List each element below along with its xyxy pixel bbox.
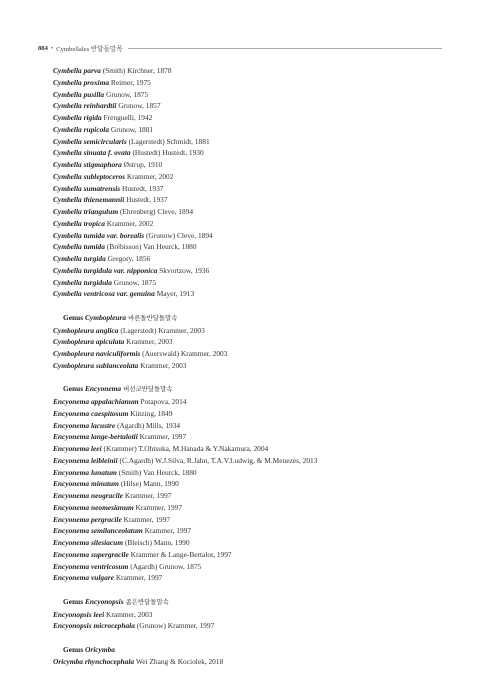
species-entry	[53, 348, 453, 360]
species-authority: Frenguelli, 1942	[103, 113, 153, 122]
running-title: Cymbellales 반달돌말목	[56, 46, 123, 53]
species-name: Encyonema semilanceolatum	[53, 526, 143, 536]
species-authority: (Lagerstedt) Schmidt, 1881	[128, 136, 210, 146]
species-entry	[53, 136, 453, 148]
species-name: Encyonema supergracile	[53, 549, 129, 559]
species-entry	[53, 241, 453, 253]
species-name: Cymbella pusilla	[53, 89, 105, 99]
species-authority: Gregory, 1856	[107, 254, 151, 263]
species-name: Encyonema lunatum	[53, 467, 117, 477]
species-name: Encyonopsis leei	[53, 609, 105, 619]
species-entry	[53, 561, 453, 573]
header-rule	[128, 48, 442, 49]
species-name: Cymbella rupicola	[53, 124, 110, 134]
species-name: Encyonema appalachianum	[53, 397, 139, 406]
species-entry	[53, 478, 453, 490]
species-authority: Wei Zhang & Kociolek, 2018	[135, 656, 224, 666]
species-entry	[53, 572, 453, 584]
species-authority: Krammer, 2003	[105, 609, 153, 619]
genus-name: Oricymba	[85, 644, 115, 654]
species-authority: Krammer, 2002	[126, 171, 174, 181]
species-name: Cymbella sumatrensis	[53, 183, 121, 193]
species-entry	[53, 100, 453, 112]
species-entry	[53, 147, 453, 159]
species-entry	[53, 112, 453, 124]
species-entry	[53, 265, 453, 277]
header-separator: •	[50, 44, 54, 52]
species-authority: (Grunow) Krammer, 1997	[136, 621, 215, 631]
species-entry	[53, 65, 453, 77]
species-entry	[53, 656, 453, 668]
species-name: Encyonema minutum	[53, 479, 119, 489]
genus-korean-name: 좁은반달돌말속	[125, 598, 169, 606]
species-name: Encyonema lacustre	[53, 420, 116, 430]
species-entry	[53, 443, 453, 455]
genus-prefix: Genus	[63, 644, 84, 654]
species-authority: Krammer, 2002	[106, 218, 154, 228]
species-name: Cymbella turgidula var. nipponica	[53, 265, 158, 275]
species-authority: (Agardh) Grunow, 1875	[130, 561, 202, 571]
species-entry	[53, 89, 453, 101]
species-authority: Skvortzow, 1936	[159, 265, 210, 275]
species-authority: (Hustedt) Hustedt, 1930	[132, 148, 204, 158]
species-entry	[53, 467, 453, 479]
species-name: Cymbella tropica	[53, 218, 105, 228]
species-name: Encyonema lange-bertalotii	[53, 432, 138, 442]
genus-heading	[53, 312, 453, 325]
species-authority: Krammer & Lange-Bertalot, 1997	[130, 549, 232, 559]
species-entry	[53, 490, 453, 502]
species-authority: Kützing, 1849	[130, 408, 173, 418]
species-entry	[53, 77, 453, 89]
genus-prefix: Genus	[63, 312, 84, 322]
genus-name: Encyonema	[85, 384, 122, 394]
species-name: Cymbella triangulum	[53, 207, 119, 216]
genus-prefix: Genus	[63, 596, 84, 606]
species-authority: Hustedt, 1937	[126, 195, 168, 205]
species-authority: (Smith) Kirchner, 1878	[102, 66, 172, 75]
species-entry	[53, 431, 453, 443]
species-name: Cymbopleura sublanceolata	[53, 360, 139, 370]
species-authority: Grunow, 1857	[118, 101, 161, 111]
species-entry	[53, 396, 453, 408]
species-authority: Østrup, 1910	[123, 160, 163, 169]
species-authority: Mayer, 1913	[156, 289, 195, 299]
species-entry	[53, 159, 453, 171]
species-authority: (Agardh) Mills, 1934	[117, 420, 181, 430]
species-entry	[53, 609, 453, 621]
species-authority: (Brébisson) Van Heurck, 1880	[106, 242, 197, 252]
species-authority: (Hilse) Mann, 1990	[120, 479, 179, 489]
species-entry	[53, 206, 453, 218]
species-authority: Grunow, 1875	[113, 277, 157, 287]
species-list	[53, 65, 453, 667]
species-authority: Reimer, 1975	[110, 77, 151, 87]
species-authority: Krammer, 1997	[124, 491, 172, 500]
genus-name: Encyonopsis	[85, 596, 124, 606]
species-authority: (Auerswald) Krammer, 2003	[142, 349, 228, 358]
page-number: 884	[38, 44, 48, 52]
species-name: Cymbella turgida	[53, 254, 106, 263]
species-authority: Krammer, 1997	[115, 573, 163, 583]
species-authority: Krammer, 1997	[135, 502, 183, 512]
species-name: Encyonopsis microcephala	[53, 621, 135, 631]
genus-heading	[53, 644, 453, 656]
species-name: Cymbella thienemannii	[53, 195, 125, 205]
species-name: Cymbella ventricosa var. genuina	[53, 289, 155, 299]
species-name: Cymbella sinuata f. ovata	[53, 148, 131, 158]
species-entry	[53, 360, 453, 372]
species-name: Cymbella reinhardtii	[53, 101, 117, 111]
species-name: Cymbella rigida	[53, 113, 102, 122]
species-name: Encyonema ventricosum	[53, 561, 129, 571]
species-name: Cymbopleura apiculata	[53, 337, 125, 347]
species-name: Cymbopleura anglica	[53, 325, 119, 335]
species-entry	[53, 420, 453, 432]
species-entry	[53, 253, 453, 265]
species-authority: Grunow, 1875	[105, 89, 149, 99]
species-name: Cymbopleura naviculiformis	[53, 349, 141, 358]
species-name: Cymbella tumida	[53, 242, 105, 252]
species-entry	[53, 183, 453, 195]
species-entry	[53, 325, 453, 337]
species-name: Cymbella subleptoceros	[53, 171, 126, 181]
species-authority: (Grunow) Cleve, 1894	[146, 230, 213, 240]
species-entry	[53, 230, 453, 242]
species-name: Encyonema caespitosum	[53, 408, 129, 418]
species-authority: (Ehrenberg) Cleve, 1894	[119, 207, 194, 216]
species-entry	[53, 218, 453, 230]
page-header	[38, 41, 442, 55]
species-authority: (Smith) Van Heurck, 1880	[118, 467, 197, 477]
species-entry	[53, 620, 453, 632]
species-authority: (Bleisch) Mann, 1990	[124, 538, 190, 547]
species-name: Cymbella turgidula	[53, 277, 112, 287]
species-name: Encyonema vulgare	[53, 573, 114, 583]
species-entry	[53, 514, 453, 526]
species-entry	[53, 124, 453, 136]
species-entry	[53, 194, 453, 206]
species-entry	[53, 502, 453, 514]
genus-heading	[53, 596, 453, 609]
species-authority: (C.Agardh) W.J.Silva, R.Jahn, T.A.V.Ludwig, & M.Menezes, 2013	[119, 455, 318, 465]
genus-heading	[53, 383, 453, 396]
species-entry	[53, 455, 453, 467]
species-name: Oricymba rhynchocephala	[53, 656, 135, 666]
species-entry	[53, 336, 453, 348]
species-name: Cymbella tumida var. borealis	[53, 230, 145, 240]
genus-korean-name: 버선코반달돌말속	[123, 386, 173, 394]
species-authority: Krammer, 2003	[126, 337, 173, 347]
species-name: Encyonema leei	[53, 444, 102, 453]
genus-prefix: Genus	[63, 384, 84, 394]
species-name: Encyonema neomesianum	[53, 502, 134, 512]
species-authority: Grunow, 1881	[110, 124, 154, 134]
species-name: Cymbella parva	[53, 66, 101, 75]
species-name: Encyonema neogracile	[53, 491, 123, 500]
genus-korean-name: 바른돌반달돌말속	[128, 314, 178, 322]
species-authority: Krammer, 1997	[123, 514, 171, 524]
species-authority: Hustedt, 1937	[122, 183, 164, 193]
species-entry	[53, 408, 453, 420]
species-entry	[53, 288, 453, 300]
species-authority: Potapova, 2014	[140, 397, 187, 406]
species-name: Encyonema leibleinii	[53, 455, 118, 465]
species-entry	[53, 537, 453, 549]
species-authority: Krammer, 1997	[144, 526, 192, 536]
species-name: Encyonema pergracile	[53, 514, 122, 524]
species-entry	[53, 525, 453, 537]
species-name: Cymbella proxima	[53, 77, 110, 87]
species-name: Cymbella semicircularis	[53, 136, 127, 146]
species-name: Cymbella stigmaphora	[53, 160, 122, 169]
genus-name: Cymbopleura	[85, 312, 127, 322]
species-authority: (Krammer) T.Ohtsuka, M.Hanada & Y.Nakamura, 2004	[103, 444, 269, 453]
species-entry	[53, 277, 453, 289]
species-authority: Krammer, 1997	[139, 432, 187, 442]
species-name: Encyonema silesiacum	[53, 538, 124, 547]
species-authority: (Lagerstedt) Krammer, 2003	[120, 325, 205, 335]
species-entry	[53, 549, 453, 561]
species-entry	[53, 171, 453, 183]
species-authority: Krammer, 2003	[140, 360, 187, 370]
